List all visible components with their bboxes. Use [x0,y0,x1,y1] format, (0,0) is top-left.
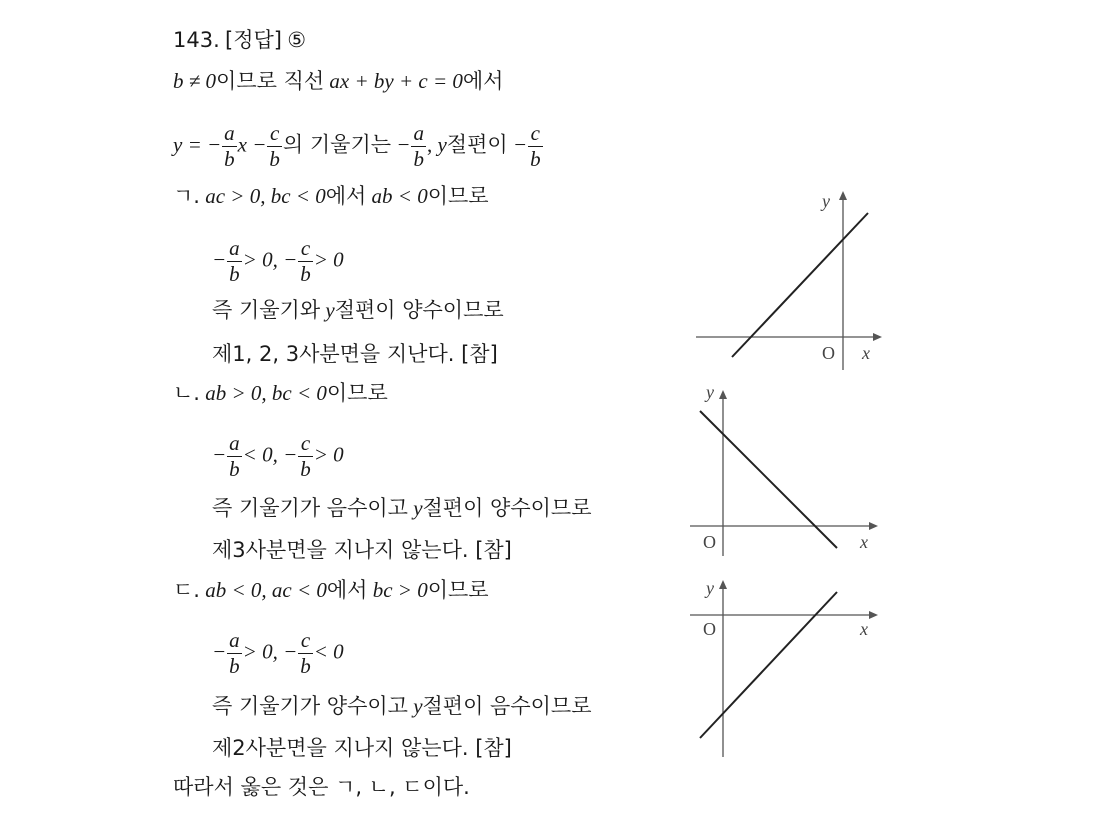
problem-number: 143. [173,28,220,52]
item-condition-math: ab > 0, bc < 0 [205,381,327,405]
answer-label: [정답] [225,28,282,52]
item-digeut-text2: 제2사분면을 지나지 않는다. [참] [212,736,512,760]
slope-text: 의 기울기는 [282,132,392,157]
slope-form-prefix: y = − [173,132,222,157]
slope-intercept-line [173,123,544,170]
graph-line [700,411,837,548]
fraction-a-over-b: $\frac{a}{b}$ [224,121,235,171]
fraction-c-over-b: $\frac{c}{b}$ [300,236,311,286]
graph-nieun [690,378,890,558]
inequality-relation: < 0, [242,442,278,467]
item-marker: ㄱ. [173,184,200,208]
y-axis-label: y [706,382,714,402]
x-axis-label: x [862,343,870,363]
item-giyeok-inequalities: − $\frac{a}{b}$ > 0, − $\frac{c}{b}$ > 0 [212,236,344,286]
fraction-a-over-b: $\frac{a}{b}$ [229,431,240,481]
x-axis-label: x [860,619,868,639]
graph-digeut [690,574,890,760]
intro-line [173,68,503,94]
inequality-relation: > 0, [242,639,278,664]
intro-condition: b ≠ 0 [173,69,217,93]
inequality-relation: > 0, [242,247,278,272]
item-condition2-math: bc > 0 [372,578,428,602]
graph-giyeok-svg [690,185,890,375]
item-nieun-condition [173,380,388,406]
item-marker: ㄴ. [173,381,200,405]
intercept-text: 절편이 [446,132,508,157]
graph-digeut-svg [690,574,890,760]
fraction-a-over-b: $\frac{a}{b}$ [229,236,240,286]
item-nieun-text1: 즉 기울기가 음수이고 y절편이 양수이므로 [212,496,592,520]
x-axis-arrow [869,522,878,530]
item-nieun-text2: 제3사분면을 지나지 않는다. [참] [212,538,512,562]
inequality-relation: > 0 [313,247,344,272]
y-axis-label: y [706,578,714,598]
graph-giyeok [690,185,890,375]
item-nieun-inequalities: − $\frac{a}{b}$ < 0, − $\frac{c}{b}$ > 0 [212,431,344,481]
origin-label: O [703,532,716,552]
graph-nieun-svg [690,378,890,558]
intro-condition-tail: 이므로 직선 [216,69,325,93]
item-condition2-tail: 이므로 [427,184,489,208]
item-giyeok-text1: 즉 기울기와 y절편이 양수이므로 [212,298,504,322]
slope-form-mid: x − [237,132,267,157]
fraction-a-over-b: $\frac{a}{b}$ [229,628,240,678]
item-condition-tail: 에서 [325,184,367,208]
item-condition-tail: 에서 [326,578,368,602]
graph-line [732,213,868,357]
answer-value: ⑤ [287,28,307,52]
item-digeut-condition [173,577,489,603]
item-condition2-math: ab < 0 [371,184,428,208]
item-giyeok-text2: 제1, 2, 3사분면을 지난다. [참] [212,342,498,366]
fraction-c-over-b: $\frac{c}{b}$ [300,628,311,678]
origin-label: O [703,619,716,639]
inequality-relation: > 0 [313,442,344,467]
inequality-relation: < 0 [313,639,344,664]
intercept-fraction: $\frac{c}{b}$ [530,121,541,171]
fraction-c-over-b: $\frac{c}{b}$ [300,431,311,481]
intro-equation-tail: 에서 [462,69,504,93]
slope-fraction: $\frac{a}{b}$ [413,121,424,171]
item-condition-math: ac > 0, bc < 0 [205,184,326,208]
fraction-c-over-b: $\frac{c}{b}$ [269,121,280,171]
graph-line [700,592,837,738]
problem-header [173,27,306,53]
y-axis-arrow [839,191,847,200]
item-condition-math: ab < 0, ac < 0 [205,578,327,602]
item-digeut-inequalities: − $\frac{a}{b}$ > 0, − $\frac{c}{b}$ < 0 [212,628,344,678]
line-equation: ax + by + c = 0 [329,69,463,93]
intercept-minus: − [512,132,528,157]
conclusion: 따라서 옳은 것은 ㄱ, ㄴ, ㄷ이다. [173,775,470,799]
intercept-var: y [437,132,447,157]
origin-label: O [822,343,835,363]
item-condition2-tail: 이므로 [427,578,489,602]
item-digeut-text1: 즉 기울기가 양수이고 y절편이 음수이므로 [212,694,592,718]
y-axis-arrow [719,390,727,399]
slope-comma: , [426,132,433,157]
y-axis-arrow [719,580,727,589]
item-giyeok-condition [173,183,489,209]
slope-minus: − [396,132,411,157]
item-marker: ㄷ. [173,578,200,602]
item-condition-tail: 이므로 [326,381,388,405]
x-axis-label: x [860,532,868,552]
y-axis-label: y [822,191,830,211]
x-axis-arrow [873,333,882,341]
x-axis-arrow [869,611,878,619]
